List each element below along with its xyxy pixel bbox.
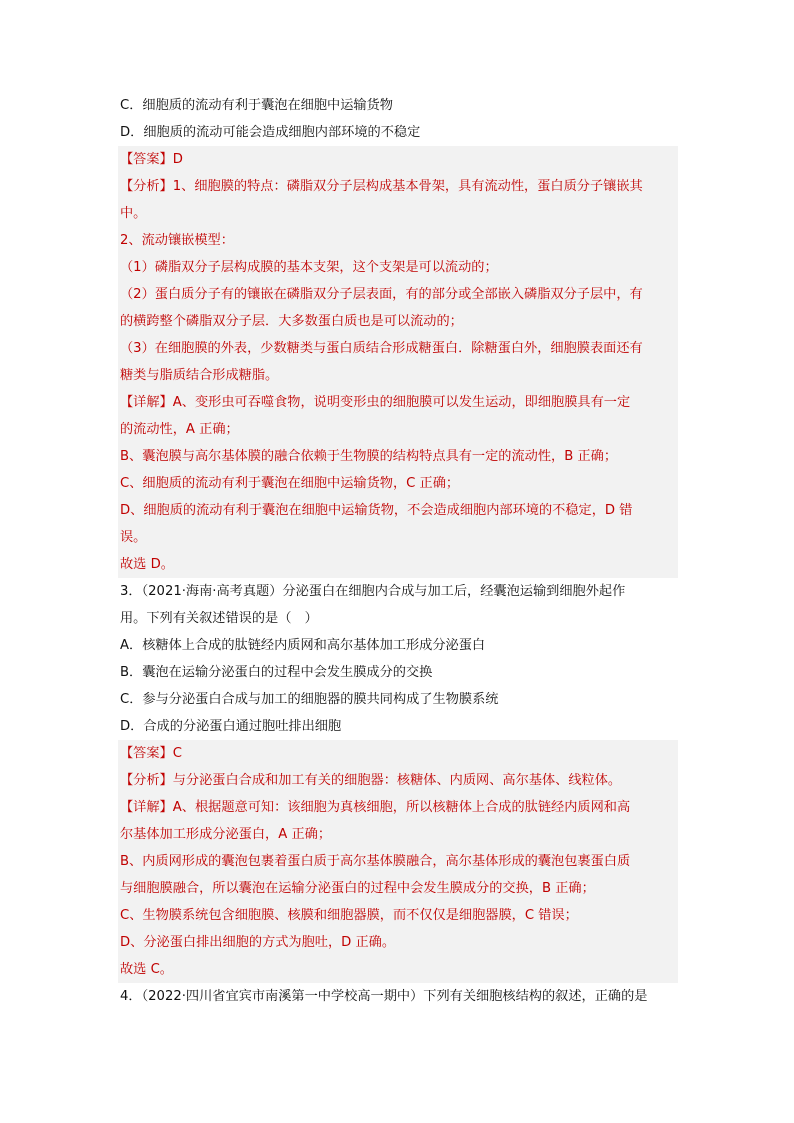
analysis-line — [118, 173, 678, 200]
answer-line — [118, 146, 678, 173]
detail-line: B、囊泡膜与高尔基体膜的融合依赖于生物膜的结构特点具有一定的流动性，B 正确； — [118, 443, 678, 470]
detail-line: 与细胞膜融合，所以囊泡在运输分泌蛋白的过程中会发生膜成分的交换，B 正确； — [118, 875, 678, 902]
question-stem: 用。下列有关叙述错误的是（ ） — [120, 611, 318, 626]
analysis-line: （3）在细胞膜的外表，少数糖类与蛋白质结合形成糖蛋白．除糖蛋白外，细胞膜表面还有 — [118, 335, 678, 362]
detail-line — [118, 794, 678, 821]
document-page — [118, 92, 678, 1010]
detail-tag: 【详解】 — [120, 395, 173, 410]
detail-line — [118, 389, 678, 416]
answer-line — [118, 740, 678, 767]
detail-line: D、分泌蛋白排出细胞的方式为胞吐，D 正确。 — [118, 929, 678, 956]
detail-line: B、内质网形成的囊泡包裹着蛋白质于高尔基体膜融合，高尔基体形成的囊泡包裹蛋白质 — [118, 848, 678, 875]
detail-line: D、细胞质的流动有利于囊泡在细胞中运输货物，不会造成细胞内部环境的不稳定，D 错 — [118, 497, 678, 524]
analysis-line: （2）蛋白质分子有的镶嵌在磷脂双分子层表面，有的部分或全部嵌入磷脂双分子层中，有 — [118, 281, 678, 308]
option-b: B．囊泡在运输分泌蛋白的过程中会发生膜成分的交换 — [120, 665, 433, 680]
option-c: C．参与分泌蛋白合成与加工的细胞器的膜共同构成了生物膜系统 — [120, 692, 499, 707]
analysis-line: 糖类与脂质结合形成糖脂。 — [118, 362, 678, 389]
analysis-line — [118, 767, 678, 794]
detail-text: A、根据题意可知：该细胞为真核细胞，所以核糖体上合成的肽链经内质网和高 — [172, 800, 631, 815]
analysis-line: 2、流动镶嵌模型： — [118, 227, 678, 254]
detail-line: C、生物膜系统包含细胞膜、核膜和细胞器膜，而不仅仅是细胞器膜，C 错误； — [118, 902, 678, 929]
choose-line: 故选 D。 — [118, 551, 678, 578]
detail-line: 误。 — [118, 524, 678, 551]
analysis-text: 1、细胞膜的特点：磷脂双分子层构成基本骨架，具有流动性，蛋白质分子镶嵌其 — [172, 179, 643, 194]
analysis-line: （1）磷脂双分子层构成膜的基本支架，这个支架是可以流动的； — [118, 254, 678, 281]
detail-line: 的流动性，A 正确； — [118, 416, 678, 443]
answer-value: C — [172, 746, 182, 761]
answer-tag: 【答案】 — [120, 152, 173, 167]
question-stem: 4．（2022·四川省宜宾市南溪第一中学校高一期中）下列有关细胞核结构的叙述，正确的是 — [120, 989, 648, 1004]
detail-line: 尔基体加工形成分泌蛋白，A 正确； — [118, 821, 678, 848]
analysis-tag: 【分析】 — [120, 773, 173, 788]
detail-line: C、细胞质的流动有利于囊泡在细胞中运输货物，C 正确； — [118, 470, 678, 497]
choose-line: 故选 C。 — [118, 956, 678, 983]
analysis-line: 的横跨整个磷脂双分子层．大多数蛋白质也是可以流动的； — [118, 308, 678, 335]
option-d: D．细胞质的流动可能会造成细胞内部环境的不稳定 — [120, 125, 421, 140]
analysis-tag: 【分析】 — [120, 179, 173, 194]
question-stem: 3．（2021·海南·高考真题）分泌蛋白在细胞内合成与加工后，经囊泡运输到细胞外起作 — [120, 584, 626, 599]
option-a: A．核糖体上合成的肽链经内质网和高尔基体加工形成分泌蛋白 — [120, 638, 486, 653]
answer-value: D — [172, 152, 183, 167]
answer-tag: 【答案】 — [120, 746, 173, 761]
detail-tag: 【详解】 — [120, 800, 173, 815]
option-d: D．合成的分泌蛋白通过胞吐排出细胞 — [120, 719, 342, 734]
analysis-line: 中。 — [118, 200, 678, 227]
detail-text: A、变形虫可吞噬食物，说明变形虫的细胞膜可以发生运动，即细胞膜具有一定 — [172, 395, 631, 410]
analysis-text: 与分泌蛋白合成和加工有关的细胞器：核糖体、内质网、高尔基体、线粒体。 — [172, 773, 622, 788]
option-c: C．细胞质的流动有利于囊泡在细胞中运输货物 — [120, 98, 393, 113]
